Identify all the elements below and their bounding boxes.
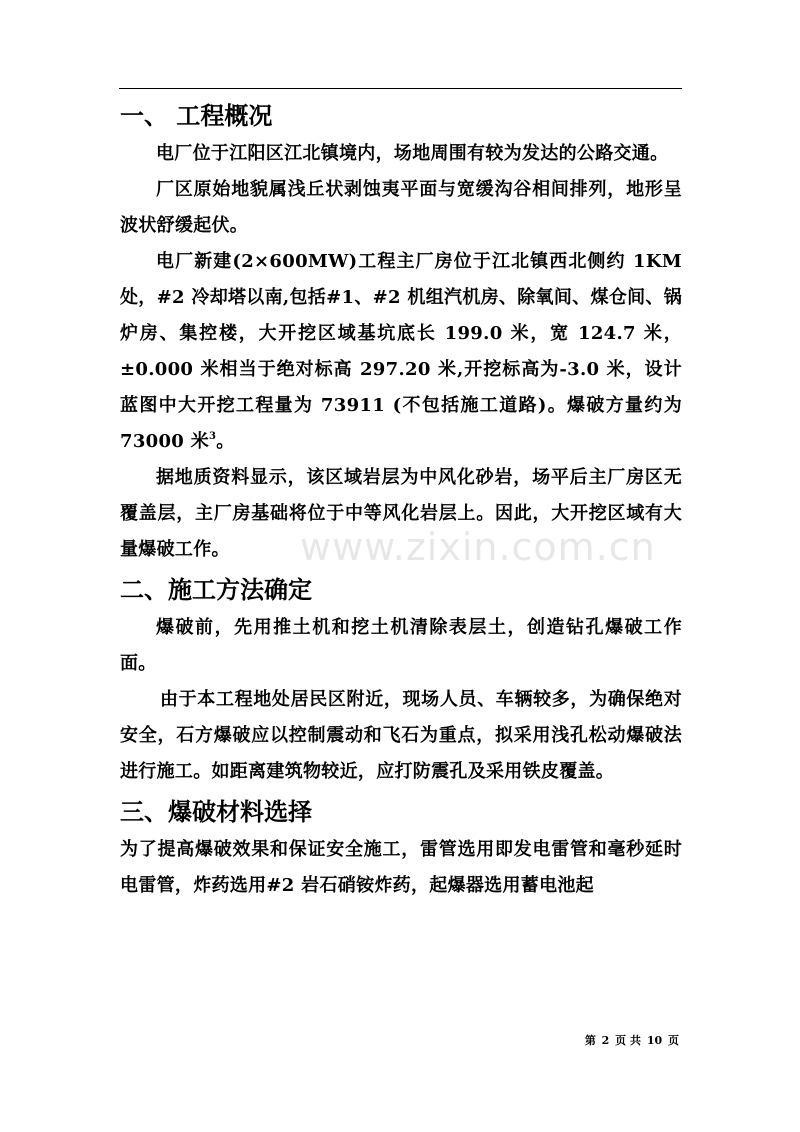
paragraph: 电厂位于江阳区江北镇境内，场地周围有较为发达的公路交通。 <box>156 143 669 164</box>
section-materials <box>120 792 682 904</box>
superscript: 3 <box>209 431 217 442</box>
paragraph-text: 电厂新建(2×600MW)工程主厂房位于江北镇西北侧约 1KM 处，#2 冷却塔以南,包括#1、#2 机组汽机房、除氧间、煤仓间、锅炉房、集控楼，大开挖区域基坑底长 199.0 米，宽 124.7 米，±0.000 米相当于绝对标高 297.20 米,开挖标高为-3.0 米，设计蓝图中大开挖工程量为 73911 (不包括施工道路)。爆破方量约为 73000 米 <box>120 251 682 452</box>
section-overview <box>120 96 682 568</box>
page-footer <box>584 1032 680 1048</box>
footer-suffix: 页 <box>668 1034 679 1047</box>
footer-mid: 页 共 <box>615 1034 641 1047</box>
section-method <box>120 570 682 790</box>
paragraph: 由于本工程地处居民区附近，现场人员、车辆较多，为确保绝对安全，石方爆破应以控制震动和飞石为重点，拟采用浅孔松动爆破法进行施工。如距离建筑物较近，应打防震孔及采用铁皮覆盖。 <box>120 689 682 782</box>
paragraph: 为了提高爆破效果和保证安全施工，雷管选用即发电雷管和毫秒延时电雷管，炸药选用#2 岩石硝铵炸药，起爆器选用蓄电池起 <box>120 839 682 896</box>
section-heading: 三、爆破材料选择 <box>120 798 312 826</box>
paragraph-end: 。 <box>216 431 235 452</box>
header-rule <box>119 88 682 89</box>
footer-prefix: 第 <box>584 1034 596 1047</box>
document-body <box>120 96 682 904</box>
section-heading: 二、施工方法确定 <box>120 576 312 604</box>
page-number: 2 <box>601 1034 610 1047</box>
paragraph: 爆破前，先用推土机和挖土机清除表层土，创造钻孔爆破工作面。 <box>120 617 682 674</box>
section-heading: 一、 工程概况 <box>120 102 273 130</box>
watermark: www.zixin.com.cn <box>300 525 656 569</box>
paragraph: 厂区原始地貌属浅丘状剥蚀夷平面与宽缓沟谷相间排列，地形呈波状舒缓起伏。 <box>120 179 682 236</box>
paragraph <box>120 244 682 460</box>
paragraph: 据地质资料显示，该区域岩层为中风化砂岩，场平后主厂房区无覆盖层，主厂房基础将位于中等风化岩层上。因此，大开挖区域有大量爆破工作。 <box>120 467 682 560</box>
total-pages: 10 <box>646 1034 663 1047</box>
